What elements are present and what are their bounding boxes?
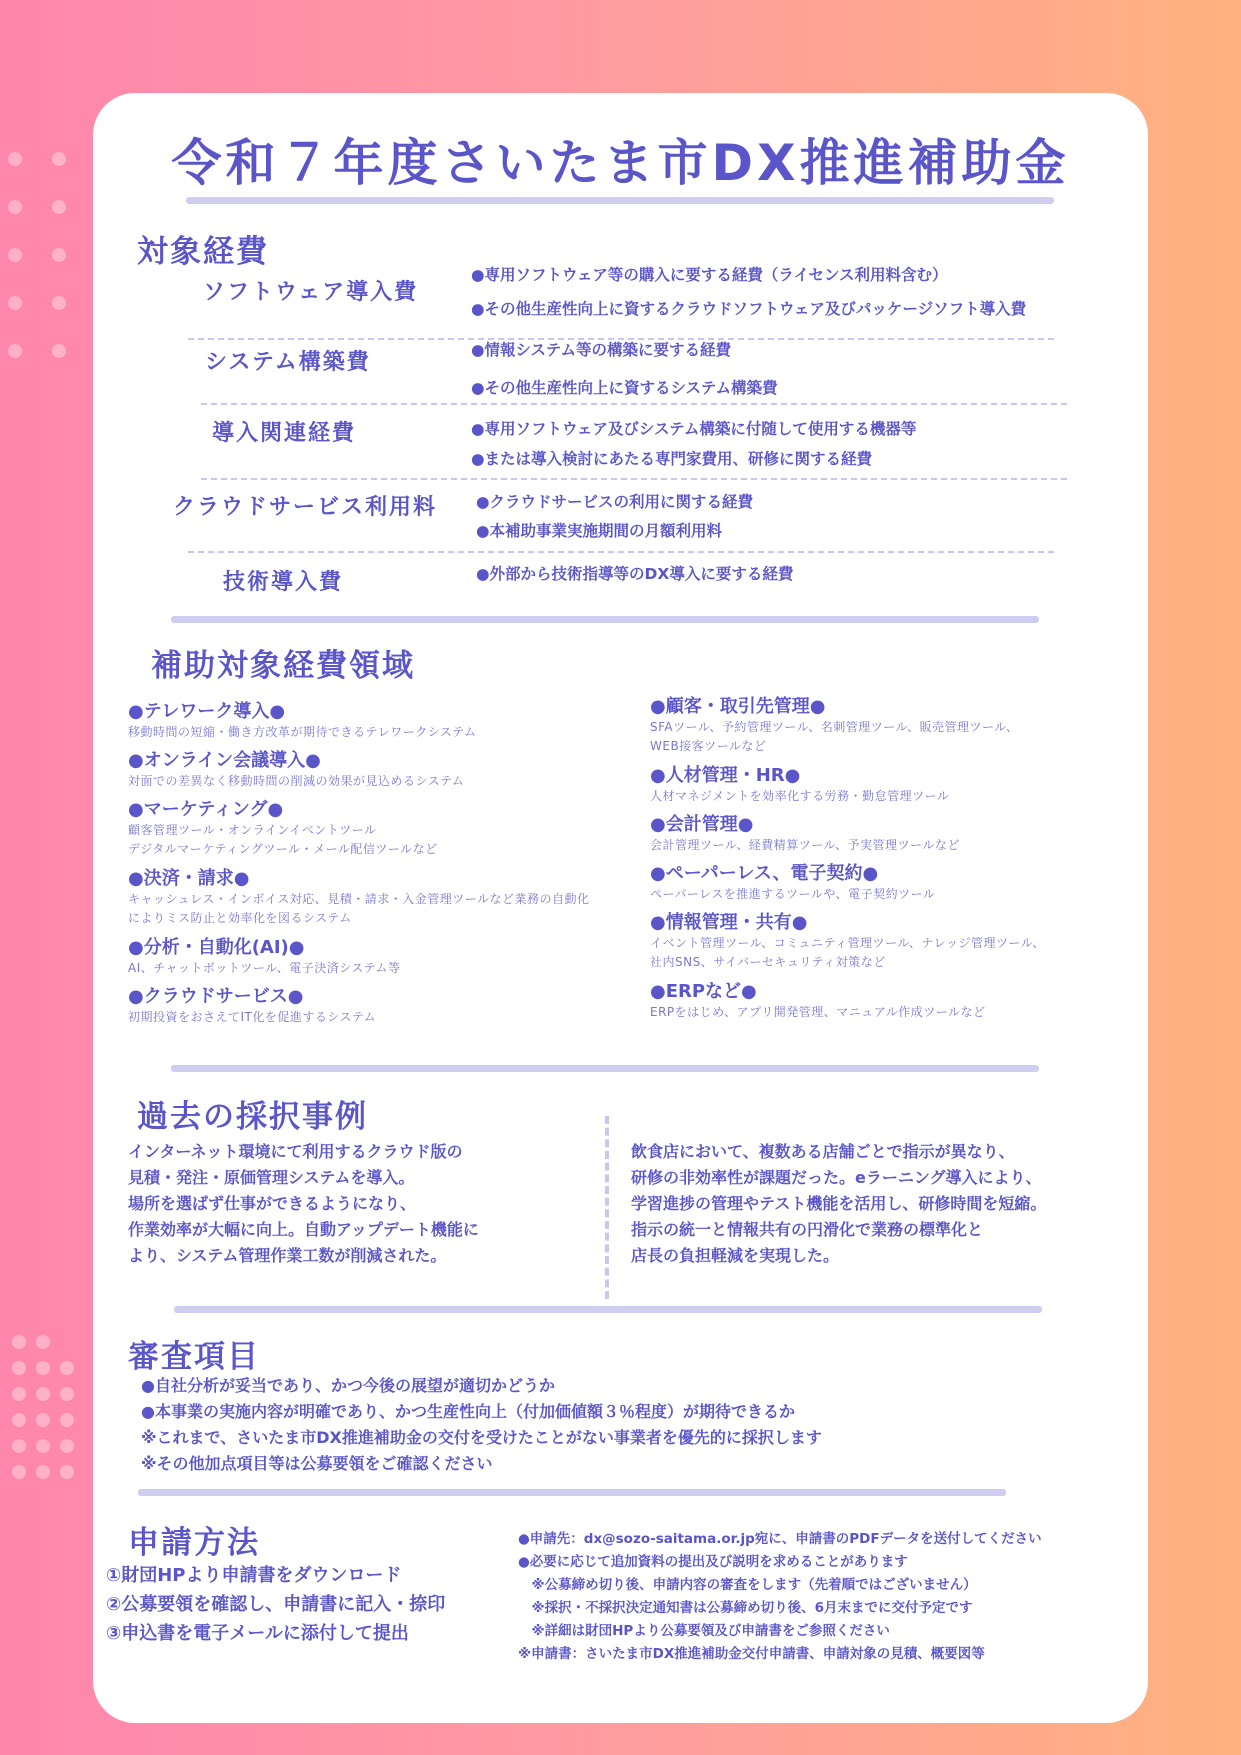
area-block [650,977,1100,1026]
area-title: ●分析・自動化(AI)● [128,937,305,958]
area-desc: 会計管理ツール、経費精算ツール、予実管理ツールなど [650,838,960,852]
page-title: 令和７年度さいたま市DX推進補助金 [171,134,1070,192]
area-block [650,859,1100,908]
area-desc: 対面での差異なく移動時間の削減の効果が見込めるシステム [128,774,465,788]
area-desc: イベント管理ツール、コミュニティ管理ツール、ナレッジ管理ツール、 [650,936,1045,950]
area-desc: SFAツール、予約管理ツール、名刺管理ツール、販売管理ツール、 [650,720,1019,734]
area-desc: 人材マネジメントを効率化する労務・勤怠管理ツール [650,789,950,803]
expense-item: ●情報システム等の構築に要する経費 [471,341,731,359]
area-title: ●テレワーク導入● [128,701,286,722]
expense-name-software: ソフトウェア導入費 [203,280,419,305]
areas-left-column [128,697,590,1031]
case-line: インターネット環境にて利用するクラウド版の [128,1142,463,1161]
area-title: ●マーケティング● [128,799,284,820]
criteria-item: ※その他加点項目等は公募要領をご確認ください [141,1454,493,1473]
area-title: ●情報管理・共有● [650,912,808,933]
criteria-list [141,1373,822,1477]
expense-item: ●その他生産性向上に資するクラウドソフトウェア及びパッケージソフト導入費 [471,300,1027,318]
apply-note: ●必要に応じて追加資料の提出及び説明を求めることがあります [518,1554,908,1570]
case-line: 店長の負担軽減を実現した。 [631,1246,840,1265]
section-divider [171,1065,1039,1072]
area-title: ●会計管理● [650,814,754,835]
area-title: ●ペーパーレス、電子契約● [650,863,879,884]
case-line: 見積・発注・原価管理システムを導入。 [128,1168,415,1187]
area-desc: 顧客管理ツール・オンラインイベントツール [128,823,377,837]
title-underline [186,197,1054,204]
expense-item: ●または導入検討にあたる専門家費用、研修に関する経費 [471,450,873,468]
areas-heading: 補助対象経費領域 [151,648,415,684]
apply-note: ※公募締め切り後、申請内容の審査をします（先着順ではございません） [518,1577,977,1593]
area-block [128,864,590,933]
cases-heading: 過去の採択事例 [137,1099,368,1135]
area-block [650,810,1100,859]
expense-name-related: 導入関連経費 [212,421,357,446]
area-block [128,795,578,864]
expense-item: ●専用ソフトウェア及びシステム構築に付随して使用する機器等 [471,420,917,438]
area-title: ●クラウドサービス● [128,986,304,1007]
case-line: 学習進捗の管理やテスト機能を活用し、研修時間を短縮。 [631,1194,1047,1213]
area-block [128,697,578,746]
area-desc: 移動時間の短縮・働き方改革が期待できるテレワークシステム [128,725,477,739]
case-divider [605,1116,609,1299]
apply-note: ※詳細は財団HPより公募要領及び申請書をご参照ください [518,1623,890,1639]
area-desc: AI、チャットボットツール、電子決済システム等 [128,961,401,975]
area-title: ●決済・請求● [128,868,250,889]
expenses-heading: 対象経費 [137,234,269,270]
area-desc: WEB接客ツールなど [650,739,767,753]
area-title: ●人材管理・HR● [650,765,801,786]
case-line: 研修の非効率性が課題だった。eラーニング導入により、 [631,1168,1042,1187]
area-block [128,933,578,982]
area-desc: 社内SNS、サイバーセキュリティ対策など [650,955,886,969]
row-divider [188,551,1054,553]
expense-name-tech: 技術導入費 [223,570,344,595]
apply-notes [518,1528,1042,1666]
area-block [650,908,1100,977]
area-block [650,692,1100,761]
case-line: 指示の統一と情報共有の円滑化で業務の標準化と [631,1220,984,1239]
decor-dots-left-bottom [0,1335,80,1515]
apply-heading: 申請方法 [128,1525,260,1561]
area-desc: ペーパーレスを推進するツールや、電子契約ツール [650,887,936,901]
apply-note: ※申請書：さいたま市DX推進補助金交付申請書、申請対象の見積、概要図等 [518,1646,985,1662]
expense-item: ●外部から技術指導等のDX導入に要する経費 [476,565,794,583]
apply-steps [106,1561,445,1648]
decor-dots-left-top [0,150,80,360]
apply-step: ①財団HPより申請書をダウンロード [106,1565,402,1586]
apply-step: ③申込書を電子メールに添付して提出 [106,1623,409,1644]
expense-item: ●専用ソフトウェア等の購入に要する経費（ライセンス利用料含む） [471,266,948,284]
case-left [128,1139,479,1269]
area-desc: ERPをはじめ、アプリ開発管理、マニュアル作成ツールなど [650,1005,986,1019]
apply-note: ●申請先：dx@sozo-saitama.or.jp宛に、申請書のPDFデータを送付してください [518,1531,1042,1547]
criteria-item: ※これまで、さいたま市DX推進補助金の交付を受けたことがない事業者を優先的に採択します [141,1428,822,1447]
case-line: 飲食店において、複数ある店舗ごとで指示が異なり、 [631,1142,1015,1161]
section-divider [174,1306,1042,1313]
area-desc: キャッシュレス・インボイス対応、見積・請求・入金管理ツールなど業務の自動化 [128,892,590,906]
expense-name-cloud: クラウドサービス利用料 [173,495,438,520]
section-divider [138,1489,1006,1496]
expense-item: ●本補助事業実施期間の月額利用料 [476,522,723,540]
area-title: ●オンライン会議導入● [128,750,321,771]
area-desc: によりミス防止と効率化を図るシステム [128,911,352,925]
expense-item: ●その他生産性向上に資するシステム構築費 [471,379,778,397]
flyer-card [93,93,1148,1723]
case-line: より、システム管理作業工数が削減された。 [128,1246,447,1265]
area-block [128,982,578,1031]
area-title: ●ERPなど● [650,981,757,1002]
section-divider [171,616,1039,623]
area-desc: デジタルマーケティングツール・メール配信ツールなど [128,842,438,856]
apply-step: ②公募要領を確認し、申請書に記入・捺印 [106,1594,446,1615]
case-line: 作業効率が大幅に向上。自動アップデート機能に [128,1220,479,1239]
area-desc: 初期投資をおさえてIT化を促進するシステム [128,1010,377,1024]
expense-item: ●クラウドサービスの利用に関する経費 [476,493,754,511]
row-divider [201,403,1067,405]
criteria-item: ●本事業の実施内容が明確であり、かつ生産性向上（付加価値額３％程度）が期待できるか [141,1402,795,1421]
areas-right-column [650,692,1100,1026]
criteria-item: ●自社分析が妥当であり、かつ今後の展望が適切かどうか [141,1376,555,1395]
case-right [631,1139,1046,1269]
criteria-heading: 審査項目 [128,1339,260,1375]
area-block [650,761,1100,810]
apply-note: ※採択・不採択決定通知書は公募締め切り後、6月末までに交付予定です [518,1600,973,1616]
case-line: 場所を選ばず仕事ができるようになり、 [128,1194,417,1213]
row-divider [201,478,1067,480]
area-title: ●顧客・取引先管理● [650,696,826,717]
area-block [128,746,578,795]
expense-name-system: システム構築費 [205,350,371,375]
